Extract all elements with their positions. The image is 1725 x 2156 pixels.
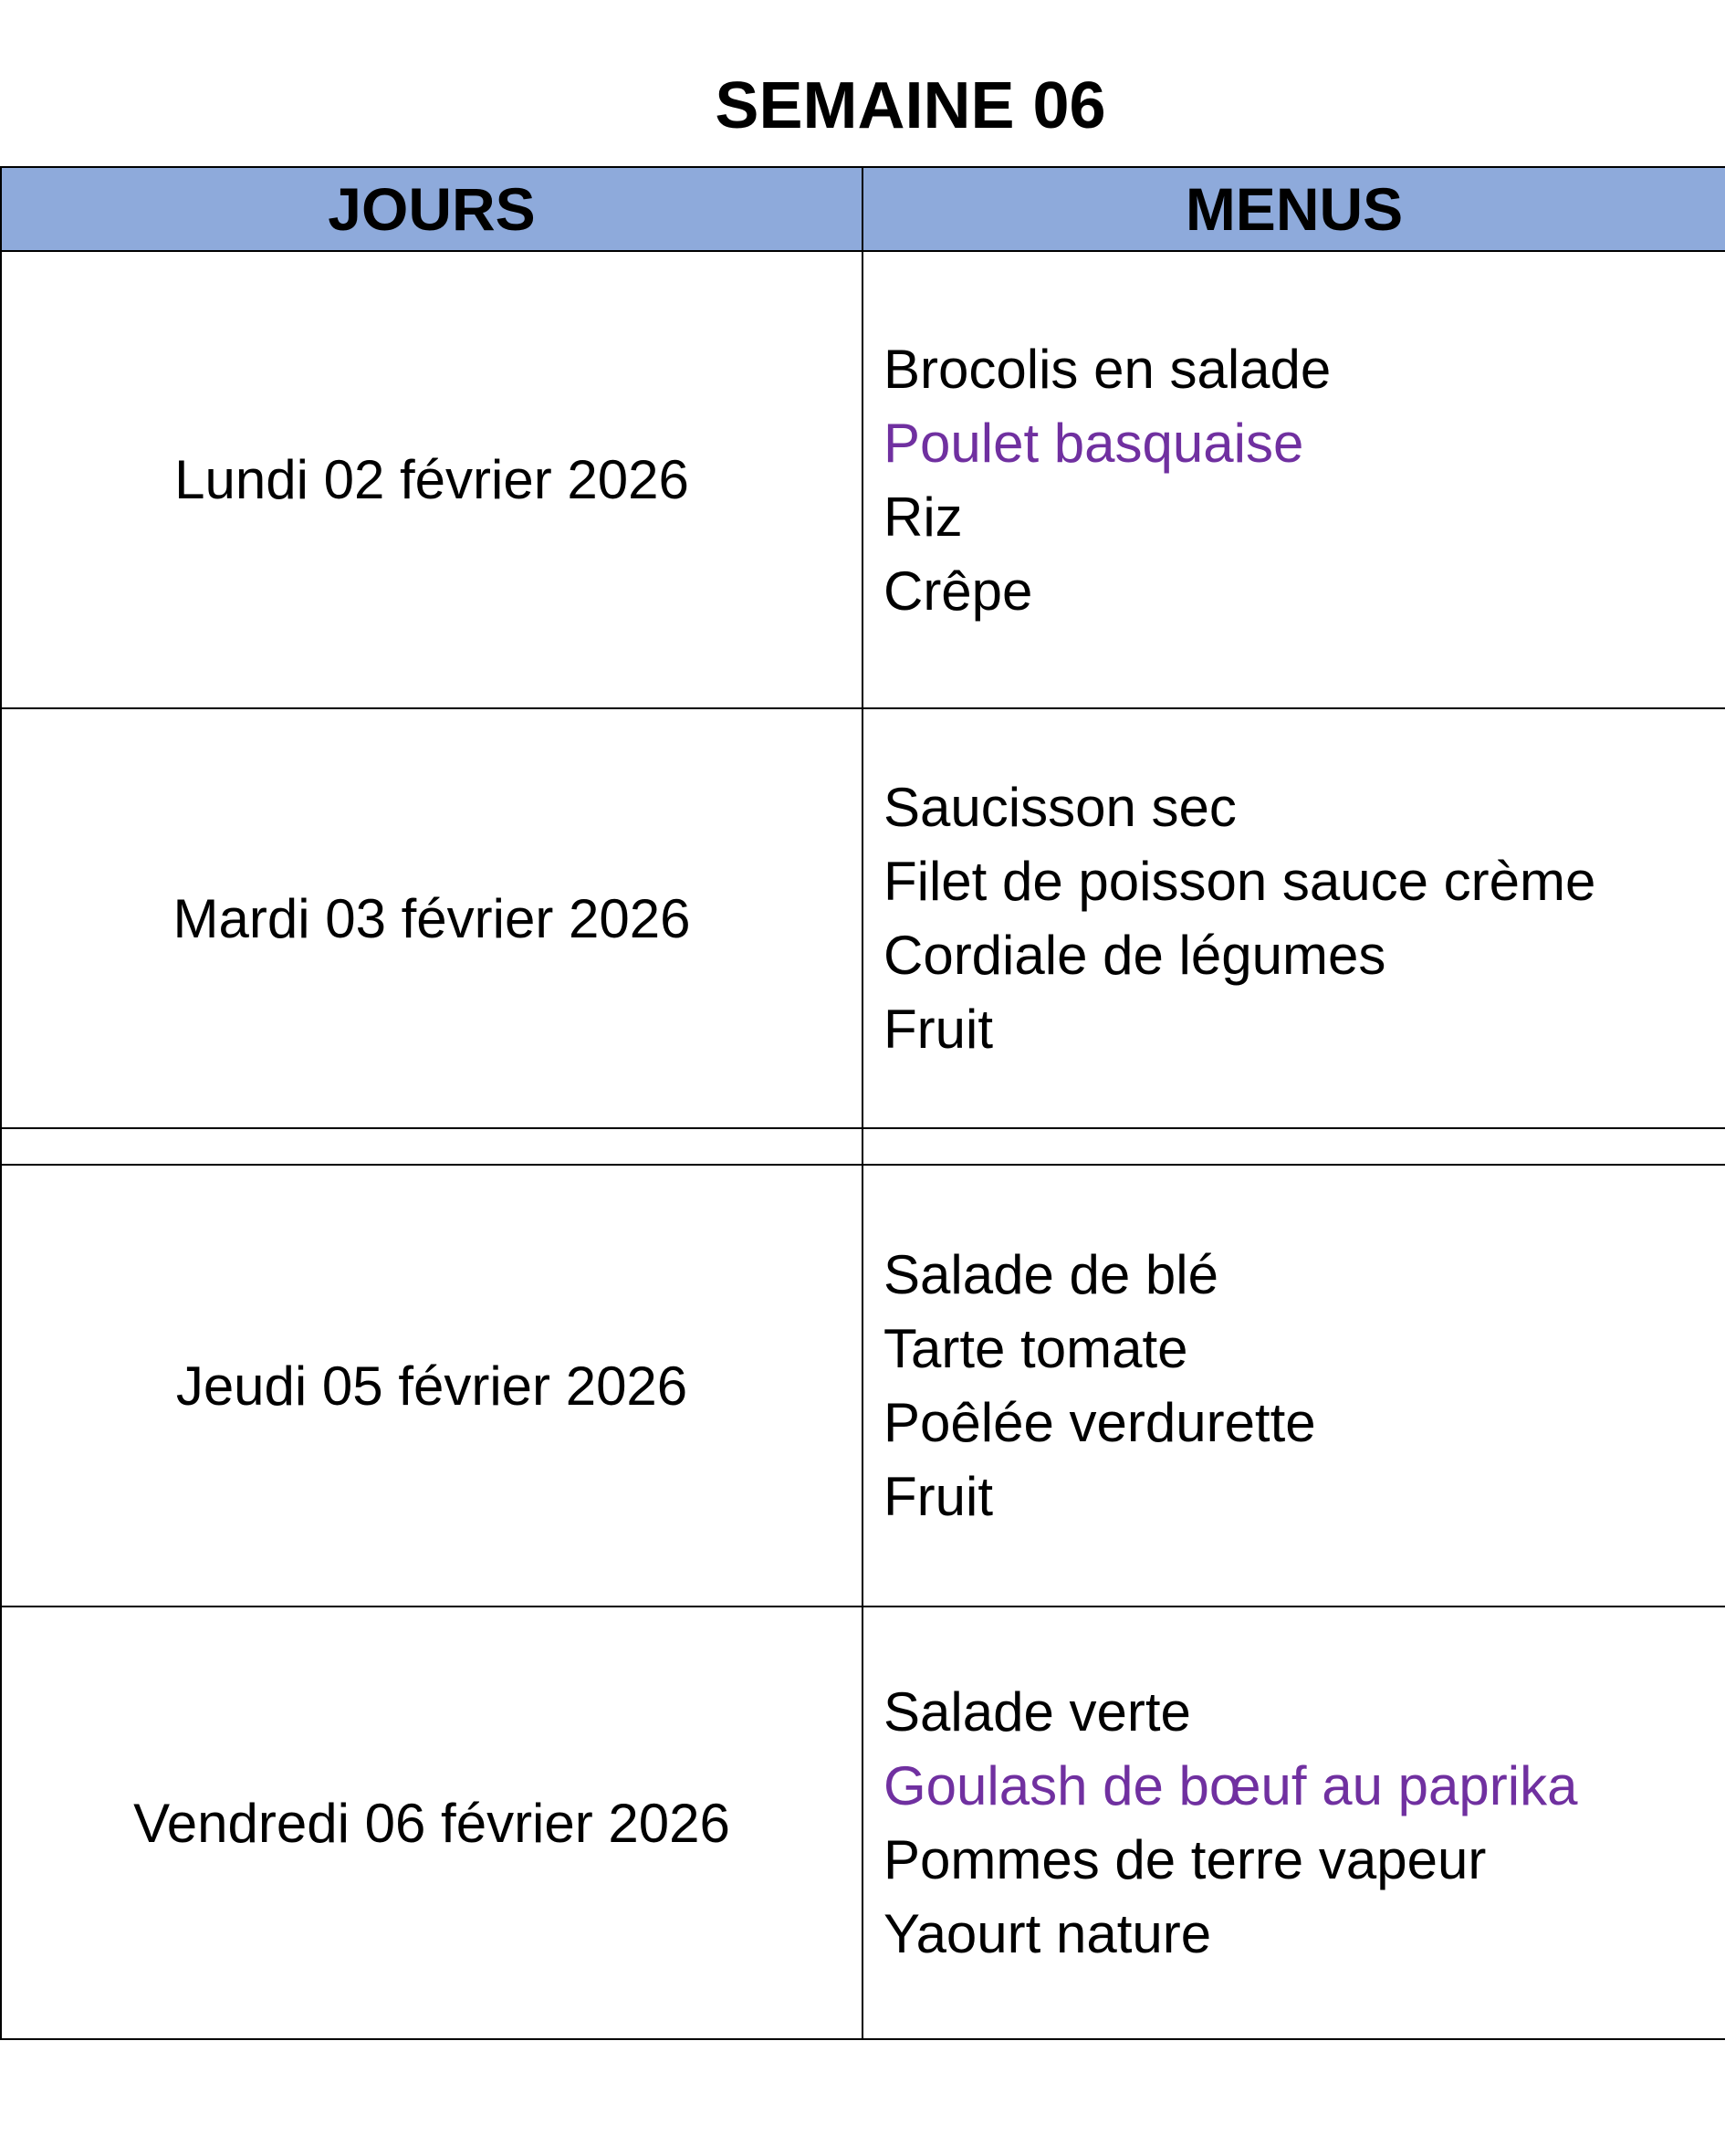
menu-cell	[862, 1165, 1725, 1607]
menu-cell	[862, 708, 1725, 1128]
menu-item: Pommes de terre vapeur	[883, 1829, 1487, 1890]
menu-item: Riz	[883, 486, 963, 548]
menu-item: Filet de poisson sauce crème	[883, 851, 1596, 912]
table-header-row	[1, 167, 1725, 251]
empty-cell	[862, 1128, 1725, 1165]
empty-cell	[1, 1128, 862, 1165]
menu-item: Salade de blé	[883, 1244, 1218, 1305]
menu-item: Crêpe	[883, 560, 1033, 622]
day-cell: Vendredi 06 février 2026	[1, 1607, 862, 2039]
menu-item: Yaourt nature	[883, 1903, 1212, 1964]
table-row	[1, 1607, 1725, 2039]
menu-item: Fruit	[883, 1466, 993, 1527]
menu-table	[0, 166, 1725, 2040]
day-cell: Mardi 03 février 2026	[1, 708, 862, 1128]
menu-item: Saucisson sec	[883, 777, 1237, 838]
menu-item: Fruit	[883, 999, 993, 1060]
menu-item: Brocolis en salade	[883, 338, 1332, 400]
column-header-days: JOURS	[1, 167, 862, 251]
menu-item-main-dish: Goulash de bœuf au paprika	[883, 1755, 1578, 1816]
table-row	[1, 251, 1725, 708]
table-row	[1, 1165, 1725, 1607]
menu-item: Salade verte	[883, 1681, 1191, 1743]
column-header-menus: MENUS	[862, 167, 1725, 251]
menu-cell	[862, 251, 1725, 708]
table-row	[1, 708, 1725, 1128]
menu-item: Cordiale de légumes	[883, 925, 1386, 986]
empty-row	[1, 1128, 1725, 1165]
page-title: SEMAINE 06	[715, 69, 1106, 142]
menu-item: Poêlée verdurette	[883, 1392, 1316, 1453]
menu-item-main-dish: Poulet basquaise	[883, 412, 1304, 474]
day-cell: Jeudi 05 février 2026	[1, 1165, 862, 1607]
menu-item: Tarte tomate	[883, 1318, 1188, 1379]
menu-cell	[862, 1607, 1725, 2039]
day-cell: Lundi 02 février 2026	[1, 251, 862, 708]
